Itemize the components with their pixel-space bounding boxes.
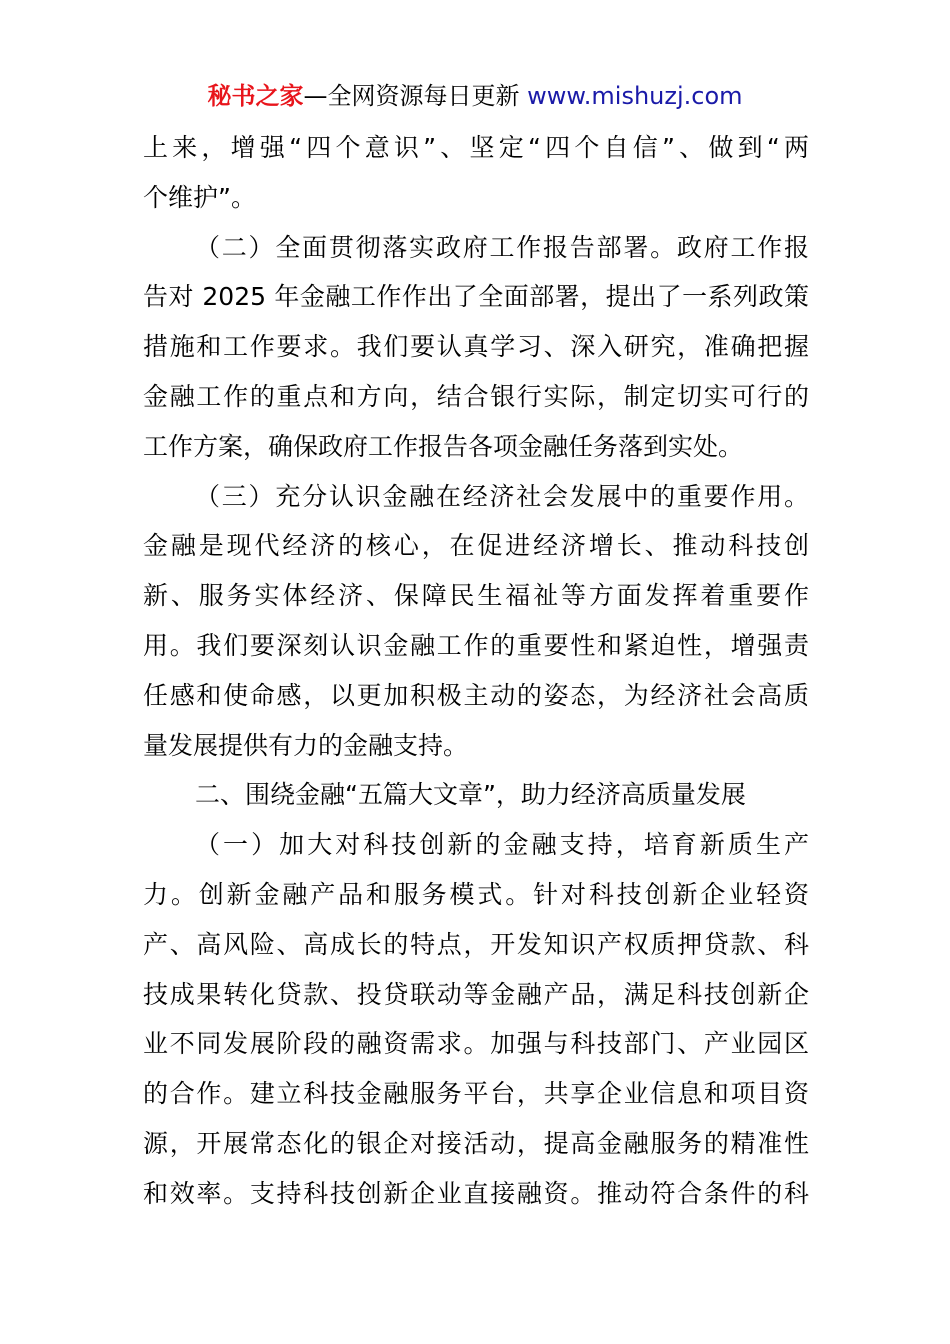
text-line: 源，开展常态化的银企对接活动，提高金融服务的精准性	[143, 1128, 809, 1158]
website-link[interactable]: www.mishuzj.com	[527, 82, 743, 110]
text-line: 工作方案，确保政府工作报告各项金融任务落到实处。	[143, 431, 744, 461]
text-line: 个维护”。	[143, 182, 256, 212]
text-line: 措施和工作要求。我们要认真学习、深入研究，准确把握	[143, 332, 809, 362]
text-line: 用。我们要深刻认识金融工作的重要性和紧迫性，增强责	[143, 630, 809, 660]
text-line: 上来，增强“四个意识”、坚定“四个自信”、做到“两	[143, 133, 809, 162]
text-line: 金融是现代经济的核心，在促进经济增长、推动科技创	[143, 531, 809, 561]
text-line: 和效率。支持科技创新企业直接融资。推动符合条件的科	[143, 1178, 809, 1208]
page-header	[0, 80, 950, 112]
header-tagline: —全网资源每日更新	[303, 82, 528, 110]
brand-name: 秘书之家	[207, 82, 304, 110]
section-heading: （一）加大对科技创新的金融支持，培育新质生产	[195, 830, 809, 860]
section-heading: （三）充分认识金融在经济社会发展中的重要作用。	[195, 481, 809, 511]
text-line: 业不同发展阶段的融资需求。加强与科技部门、产业园区	[143, 1029, 809, 1059]
text-line: 的合作。建立科技金融服务平台，共享企业信息和项目资	[143, 1079, 809, 1109]
text-line: 技成果转化贷款、投贷联动等金融产品，满足科技创新企	[143, 979, 809, 1009]
text-line: 力。创新金融产品和服务模式。针对科技创新企业轻资	[143, 879, 809, 909]
chapter-heading: 二、围绕金融“五篇大文章”，助力经济高质量发展	[195, 780, 746, 810]
text-line: 金融工作的重点和方向，结合银行实际，制定切实可行的	[143, 381, 809, 411]
text-line: 产、高风险、高成长的特点，开发知识产权质押贷款、科	[143, 929, 809, 959]
text-line: 告对 2025 年金融工作作出了全面部署，提出了一系列政策	[143, 282, 809, 312]
text-line: 量发展提供有力的金融支持。	[143, 730, 469, 760]
text-line: 任感和使命感，以更加积极主动的姿态，为经济社会高质	[143, 680, 809, 710]
document-body	[143, 123, 809, 1219]
text-line: 新、服务实体经济、保障民生福祉等方面发挥着重要作	[143, 581, 809, 611]
section-heading: （二）全面贯彻落实政府工作报告部署。政府工作报	[195, 232, 809, 262]
